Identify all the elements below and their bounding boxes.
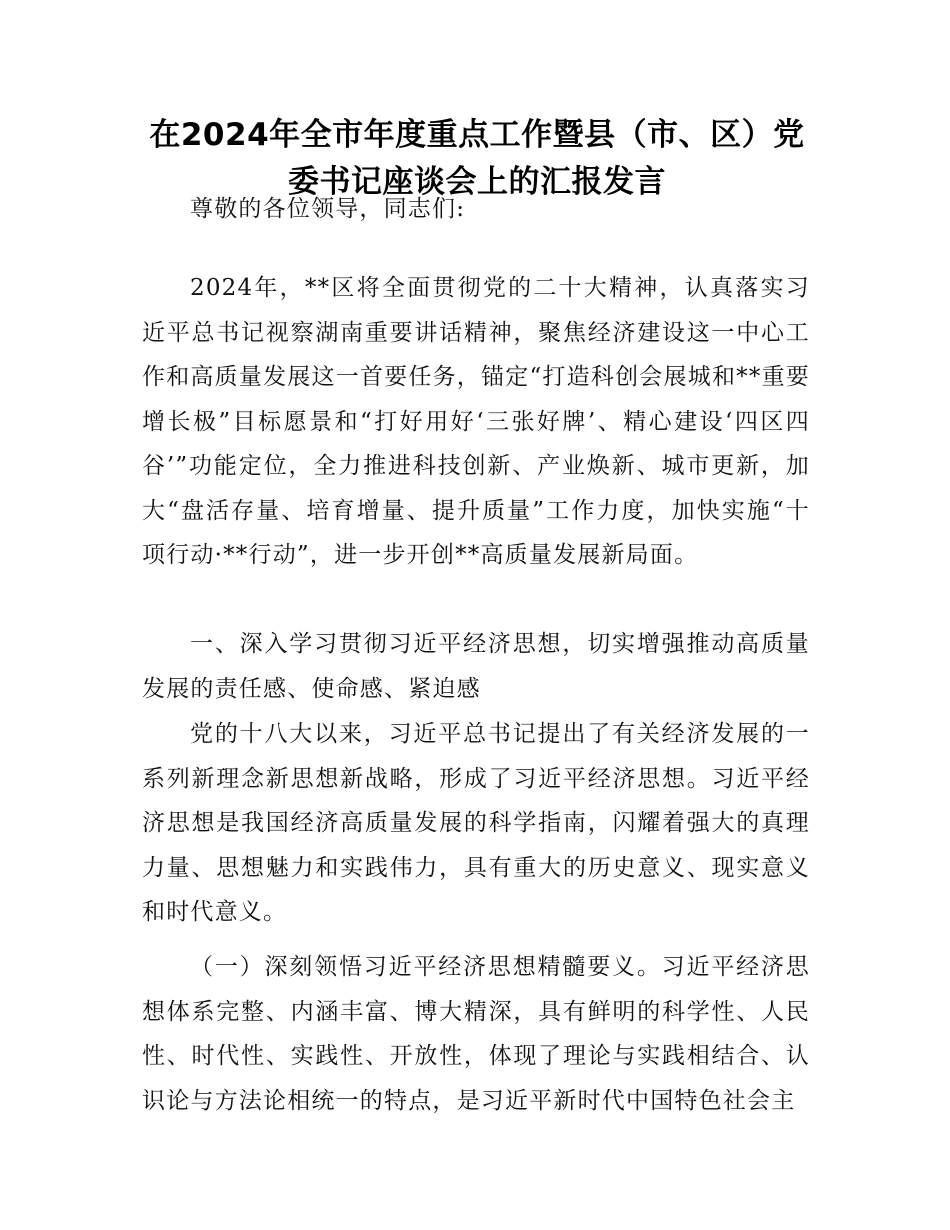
section-heading-1: 一、深入学习贯彻习近平经济思想，切实增强推动高质量发展的责任感、使命感、紧迫感 [142,631,810,702]
document-title: 在2024年全市年度重点工作暨县（市、区）党委书记座谈会上的汇报发言 [149,117,805,200]
paragraph-subsection-1: （一）深刻领悟习近平经济思想精髓要义。习近平经济思想体系完整、内涵丰富、博大精深，具有鲜明的科学性、人民性、时代性、实践性、开放性，体现了理论与实践相结合、认识论与方法论相统一的特点，是习近平新时代中国特色社会主 [142,954,810,1114]
greeting: 尊敬的各位领导，同志们: [190,196,466,222]
paragraph-section-1: 党的十八大以来，习近平总书记提出了有关经济发展的一系列新理念新思想新战略，形成了习近平经济思想。习近平经济思想是我国经济高质量发展的科学指南，闪耀着强大的真理力量、思想魅力和实践伟力，具有重大的历史意义、现实意义和时代意义。 [142,721,810,925]
paragraph-intro: 2024年，**区将全面贯彻党的二十大精神，认真落实习近平总书记视察湖南重要讲话精神，聚焦经济建设这一中心工作和高质量发展这一首要任务，锚定“打造科创会展城和**重要增长极”目标愿景和“打好用好‘三张好牌’、精心建设‘四区四谷’”功能定位，全力推进科技创新、产业焕新、城市更新，加大“盘活存量、培育增量、提升质量”工作力度，加快实施“十项行动·**行动”，进一步开创**高质量发展新局面。 [142,275,810,568]
